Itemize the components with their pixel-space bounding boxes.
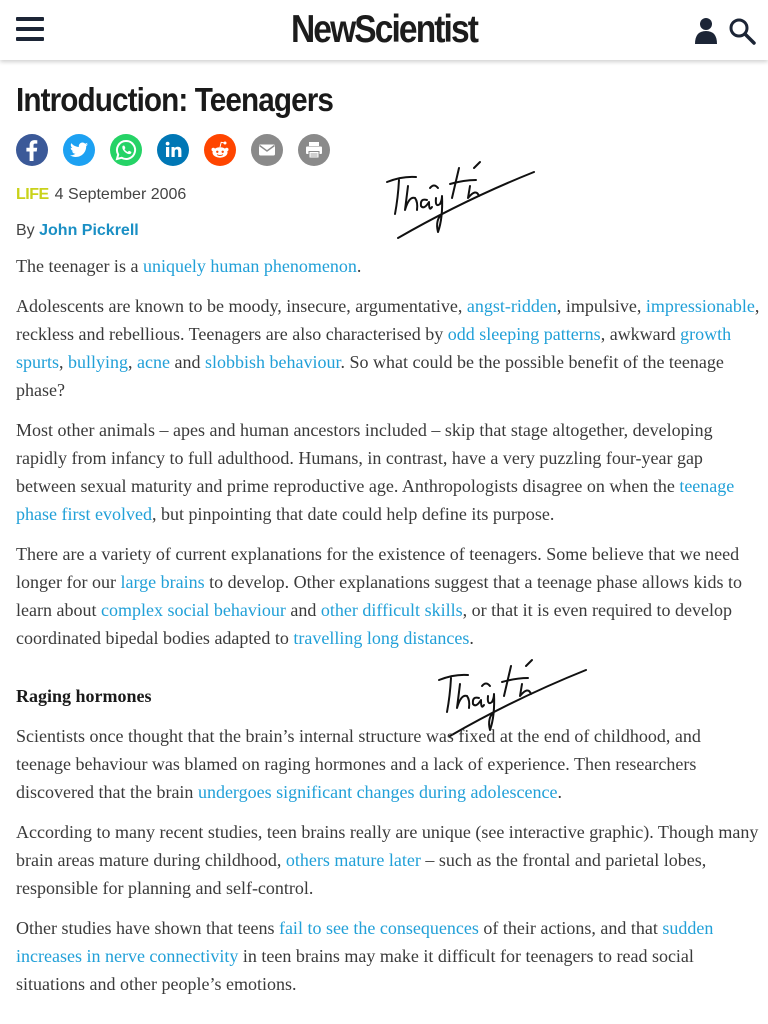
paragraph-2: Adolescents are known to be moody, insecure, argumentative, angst-ridden, impulsive, impressionable, reckless and rebellious. Teenagers are also characterised by odd sleeping patterns, awkward growth spurts, bullying, acne and slobbish behaviour. So what could be the possible benefit of the teenage phase? (16, 296, 760, 400)
link-complex-social-behaviour[interactable]: complex social behaviour (100, 600, 286, 620)
linkedin-share-button[interactable] (157, 134, 189, 166)
link-others-mature-later[interactable]: others mature later (285, 850, 421, 870)
paragraph-3: Most other animals – apes and human ancestors included – skip that stage altogether, developing rapidly from infancy to full adulthood. Humans, in contrast, have a very puzzling four-year gap between sexual maturity and prime reproductive age. Anthropologists disagree on when the teenage phase first evolved, but pinpointing that date could help define its purpose. (16, 420, 735, 524)
reddit-icon (204, 134, 236, 166)
email-share-button[interactable] (251, 134, 283, 166)
site-logo[interactable]: NewScientist (290, 8, 478, 51)
paragraph-6: According to many recent studies, teen brains really are unique (see interactive graphic). Though many brain areas mature during childhood, others mature later – such as the frontal and parietal lobes, responsible for planning and self-control. (16, 822, 759, 898)
facebook-icon (16, 134, 48, 166)
link-teenage-phase-first-evolved[interactable]: teenage phase first evolved (16, 476, 735, 524)
search-icon[interactable] (728, 17, 756, 45)
link-other-difficult-skills[interactable]: other difficult skills (320, 600, 463, 620)
top-navigation-bar (0, 0, 768, 60)
paragraph-7: Other studies have shown that teens fail to see the consequences of their actions, and that sudden increases in nerve connectivity in teen brains may make it difficult for teenagers to read social situations and other people’s emotions. (16, 918, 714, 994)
link-growth-spurts[interactable]: growth spurts (16, 324, 732, 372)
linkedin-icon (157, 134, 189, 166)
paragraph-1: The teenager is a uniquely human phenomenon. (16, 256, 362, 276)
by-label: By (16, 222, 35, 239)
subheading-raging-hormones: Raging hormones (16, 686, 152, 706)
link-fail-to-see-the-consequences[interactable]: fail to see the consequences (278, 918, 479, 938)
paragraph-5: Scientists once thought that the brain’s internal structure was fixed at the end of childhood, and teenage behaviour was blamed on raging hormones and a lack of experience. Then researchers discovered that the brain undergoes significant changes during adolescence. (16, 726, 701, 802)
print-icon (298, 134, 330, 166)
category-link[interactable]: LIFE (16, 186, 49, 203)
email-icon (251, 134, 283, 166)
link-undergoes-significant-changes[interactable]: undergoes significant changes during adolescence (197, 782, 558, 802)
menu-icon[interactable] (16, 17, 44, 41)
article-body (16, 252, 760, 1010)
facebook-share-button[interactable] (16, 134, 48, 166)
publish-date: 4 September 2006 (54, 186, 187, 203)
article-title: Introduction: Teenagers (16, 81, 334, 118)
share-bar (16, 134, 330, 166)
print-button[interactable] (298, 134, 330, 166)
twitter-icon (63, 134, 95, 166)
user-icon[interactable] (694, 17, 718, 45)
article-meta (16, 184, 186, 206)
link-angst-ridden[interactable]: angst-ridden (466, 296, 557, 316)
link-slobbish-behaviour[interactable]: slobbish behaviour (205, 352, 341, 372)
whatsapp-share-button[interactable] (110, 134, 142, 166)
link-uniquely-human-phenomenon[interactable]: uniquely human phenomenon (142, 256, 357, 276)
reddit-share-button[interactable] (204, 134, 236, 166)
paragraph-4: There are a variety of current explanations for the existence of teenagers. Some believe that we need longer for our large brains to develop. Other explanations suggest that a teenage phase allows kids to learn about complex social behaviour and other difficult skills, or that it is even required to develop coordinated bipedal bodies adapted to travelling long distances. (16, 544, 742, 648)
twitter-share-button[interactable] (63, 134, 95, 166)
link-acne[interactable]: acne (137, 352, 170, 372)
link-large-brains[interactable]: large brains (120, 572, 205, 592)
link-impressionable[interactable]: impressionable (645, 296, 755, 316)
handwritten-signature (384, 158, 540, 242)
link-sudden-increases-in-nerve-connectivity[interactable]: sudden increases in nerve connectivity (16, 918, 714, 966)
link-odd-sleeping-patterns[interactable]: odd sleeping patterns (447, 324, 601, 344)
byline (16, 220, 139, 242)
link-bullying[interactable]: bullying (68, 352, 129, 372)
whatsapp-icon (110, 134, 142, 166)
author-link[interactable]: John Pickrell (39, 222, 139, 239)
link-travelling-long-distances[interactable]: travelling long distances (293, 628, 470, 648)
